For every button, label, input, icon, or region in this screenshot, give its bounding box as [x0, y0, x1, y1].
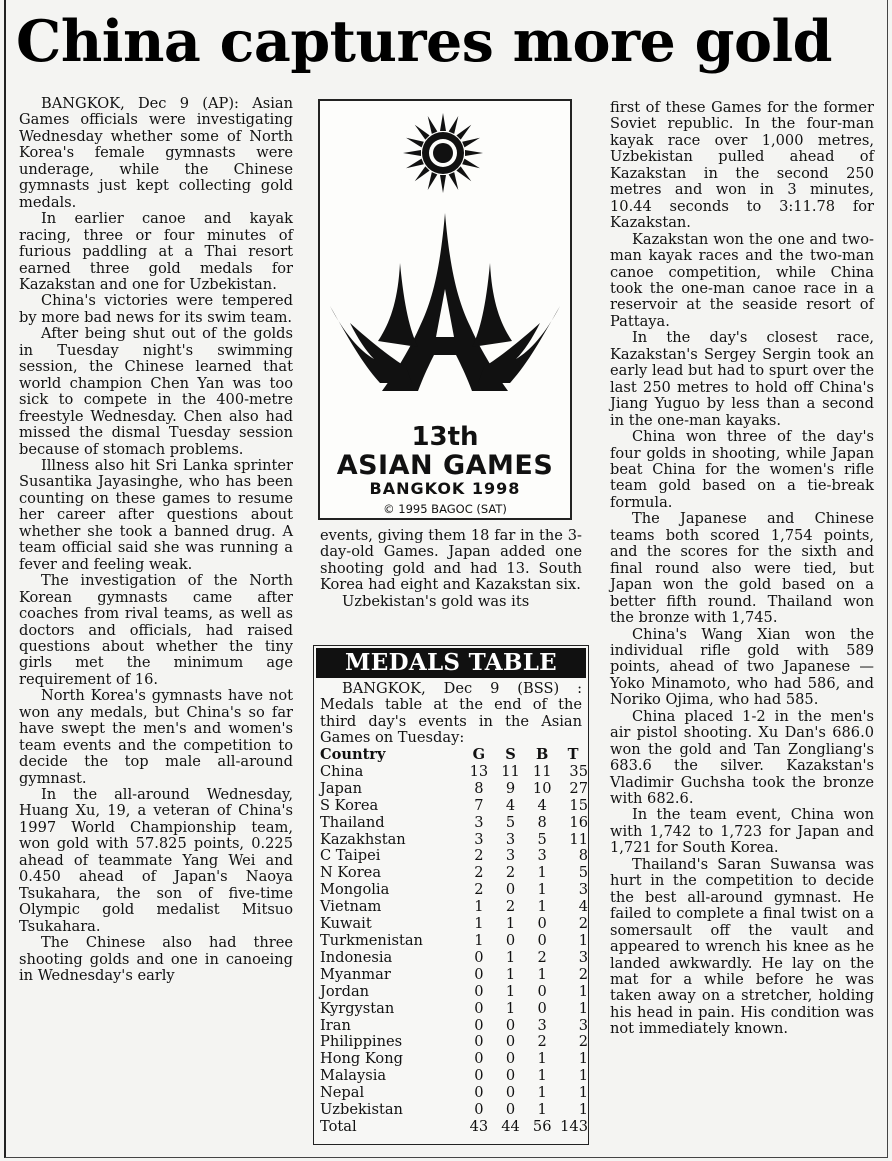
gold-cell: 0 [474, 1084, 484, 1102]
country-cell: C Taipei [320, 847, 381, 865]
silver-cell: 1 [505, 948, 516, 966]
table-row [320, 984, 588, 1001]
total-cell: 3 [578, 948, 588, 966]
table-row [320, 798, 588, 815]
paragraph: The Chinese also had three shooting golds and one in canoeing in Wednesday's early [19, 934, 293, 985]
total-cell: 16 [569, 813, 588, 831]
country-cell: S Korea [320, 796, 379, 814]
total-cell: 15 [569, 796, 588, 814]
ad-edition-text: 13th [411, 422, 479, 452]
paragraph: In the all-around Wednesday, Huang Xu, 19, a veteran of China's 1997 World Championship team, won gold with 57.825 points, 0.225 ahead of teammate Yang Wei and 0.450 ahead of Japan's Naoya Tsukahara, the son of five-time Olympic gold medalist Mitsuo Tsukahara. [19, 786, 293, 935]
paragraph: BANGKOK, Dec 9 (AP): Asian Games officials were investigating Wednesday whether some of North Korea's female gymnasts were underage, while the Chinese gymnasts just kept collecting gold medals. [19, 95, 293, 211]
table-row [320, 1068, 588, 1085]
gold-cell: 1 [474, 898, 484, 916]
table-row [320, 1085, 588, 1102]
country-cell: Uzbekistan [320, 1101, 403, 1119]
country-cell: Japan [320, 779, 362, 797]
bronze-cell: 1 [537, 881, 547, 899]
silver-cell: 0 [505, 1067, 516, 1085]
paragraph: Illness also hit Sri Lanka sprinter Susantika Jayasinghe, who has been counting on these games to resume her career after questions about whether she took a banned drug. A team official said she was running a fever and feeling weak. [19, 456, 293, 573]
bronze-cell: 0 [537, 931, 547, 949]
gold-cell: 0 [474, 999, 484, 1017]
silver-cell: 0 [505, 1084, 516, 1102]
total-cell: 3 [578, 881, 588, 899]
silver-cell: 0 [505, 881, 516, 899]
gold-cell: 2 [474, 847, 484, 865]
total-cell: 1 [578, 1050, 588, 1068]
paragraph: In the team event, China won with 1,742 to 1,723 for Japan and 1,721 for South Korea. [610, 806, 874, 857]
table-row [320, 1034, 588, 1051]
ad-copyright-text: © 1995 BAGOC (SAT) [383, 502, 507, 516]
bronze-cell: 2 [537, 948, 547, 966]
gold-cell: 0 [474, 1101, 484, 1119]
silver-cell: 0 [505, 1050, 516, 1068]
table-row [320, 764, 588, 781]
medals-intro-text: BANGKOK, Dec 9 (BSS) : Medals table at the end of the third day's events in the Asian Games on Tuesday: [320, 680, 582, 747]
gold-cell: 8 [474, 779, 484, 797]
gold-cell: 3 [474, 830, 484, 848]
country-cell: Kyrgystan [320, 999, 395, 1017]
silver-cell: 9 [505, 779, 516, 797]
country-cell: Turkmenistan [320, 931, 423, 949]
gold-cell: 43 [469, 1117, 489, 1135]
total-cell: 8 [578, 847, 588, 865]
total-cell: 3 [578, 1016, 588, 1034]
paragraph: North Korea's gymnasts have not won any medals, but China's so far have swept the men's and women's team events and the competition to decide the top male all-around gymnast. [19, 687, 293, 787]
bronze-cell: 1 [537, 1067, 547, 1085]
paragraph: first of these Games for the former Soviet republic. In the four-man kayak race over 1,000 metres, Uzbekistan pulled ahead of Kazakstan in the second 250 metres and won in 3 minutes, 10.44 seconds to 3:11.78 for Kazakstan. [610, 99, 874, 232]
bronze-cell: 8 [537, 813, 547, 831]
article-column-3 [610, 100, 874, 1038]
table-row [320, 832, 588, 849]
bronze-cell: 1 [537, 864, 547, 882]
table-row [320, 899, 588, 916]
gold-cell: 0 [474, 948, 484, 966]
country-cell: Mongolia [320, 881, 390, 899]
bronze-cell: 0 [537, 915, 547, 933]
country-cell: Indonesia [320, 948, 393, 966]
country-cell: Nepal [320, 1084, 365, 1102]
silver-cell: 3 [505, 847, 516, 865]
silver-cell: 0 [505, 1016, 516, 1034]
silver-cell: 4 [505, 796, 516, 814]
table-row [320, 882, 588, 899]
gold-cell: 0 [474, 1033, 484, 1051]
bronze-cell: 4 [537, 796, 547, 814]
gold-cell: 1 [474, 915, 484, 933]
header-total: T [567, 746, 579, 763]
table-header-row [320, 747, 588, 764]
table-row [320, 1051, 588, 1068]
bronze-cell: 0 [537, 982, 547, 1000]
country-cell: Vietnam [320, 898, 382, 916]
bronze-cell: 56 [532, 1117, 552, 1135]
bronze-cell: 10 [532, 779, 552, 797]
total-cell: 1 [578, 931, 588, 949]
paragraph: The investigation of the North Korean gymnasts came after coaches from rival teams, as well as doctors and officials, had raised questions about whether the tiny girls met the minimum age requirement of 16. [19, 572, 293, 688]
article-column-1 [19, 96, 293, 984]
table-row [320, 950, 588, 967]
header-bronze: B [536, 746, 549, 763]
total-cell: 143 [560, 1117, 588, 1135]
country-cell: Hong Kong [320, 1050, 403, 1068]
silver-cell: 44 [501, 1117, 520, 1135]
paragraph: China placed 1-2 in the men's air pistol shooting. Xu Dan's 686.0 won the gold and Tan Zongliang's 683.6 the silver. Kazakstan's Vladimir Guchsha took the bronze with 682.6. [610, 707, 874, 808]
gold-cell: 0 [474, 965, 484, 983]
gold-cell: 3 [474, 813, 484, 831]
bronze-cell: 3 [537, 1016, 547, 1034]
paragraph: After being shut out of the golds in Tuesday night's swimming session, the Chinese learned that world champion Chen Yan was too sick to compete in the 400-metre freestyle Wednesday. Chen also had missed the dismal Tuesday session because of stomach problems. [19, 325, 293, 458]
bronze-cell: 1 [537, 898, 547, 916]
table-row [320, 848, 588, 865]
total-cell: 2 [578, 1033, 588, 1051]
table-row [320, 933, 588, 950]
silver-cell: 5 [505, 813, 516, 831]
table-row [320, 1001, 588, 1018]
paragraph: Thailand's Saran Suwansa was hurt in the competition to decide the best all-around gymnast. He failed to complete a final twist on a somersault off the vault and appeared to wrench his knee as he landed awkwardly. He lay on the mat for a while before he was taken away on a stretcher, holding his head in pain. His condition was not immediately known. [610, 855, 874, 1038]
total-cell: 27 [569, 779, 588, 797]
bronze-cell: 11 [532, 762, 552, 780]
country-cell: Kuwait [320, 915, 372, 933]
silver-cell: 2 [505, 898, 516, 916]
paragraph: events, giving them 18 far in the 3-day-old Games. Japan added one shooting gold and had 13. South Korea had eight and Kazakstan six. [320, 527, 582, 594]
temple-a-icon [330, 213, 560, 391]
gold-cell: 1 [474, 931, 484, 949]
gold-cell: 0 [474, 1067, 484, 1085]
bronze-cell: 1 [537, 1050, 547, 1068]
total-cell: 5 [578, 864, 588, 882]
gold-cell: 7 [474, 796, 484, 814]
headline: China captures more gold [16, 8, 833, 75]
bronze-cell: 3 [537, 847, 547, 865]
gold-cell: 2 [474, 881, 484, 899]
gold-cell: 13 [469, 762, 489, 780]
country-cell: Philippines [320, 1033, 403, 1051]
total-cell: 2 [578, 965, 588, 983]
medals-table-intro [320, 681, 582, 747]
country-cell: Total [320, 1117, 357, 1135]
country-cell: Jordan [320, 982, 370, 1000]
total-cell: 35 [569, 762, 588, 780]
bronze-cell: 1 [537, 965, 547, 983]
gold-cell: 0 [474, 982, 484, 1000]
table-row [320, 967, 588, 984]
silver-cell: 1 [505, 999, 516, 1017]
header-silver: S [505, 746, 516, 763]
silver-cell: 0 [505, 1101, 516, 1119]
silver-cell: 11 [501, 762, 520, 780]
paragraph: China won three of the day's four golds in shooting, while Japan beat China for the women's rifle team gold based on a tie-break formula. [610, 428, 874, 511]
silver-cell: 0 [505, 1033, 516, 1051]
silver-cell: 1 [505, 915, 516, 933]
table-row [320, 916, 588, 933]
bronze-cell: 1 [537, 1084, 547, 1102]
ad-subtitle-text: BANGKOK 1998 [369, 479, 521, 498]
paragraph: Kazakstan won the one and two-man kayak races and the two-man canoe competition, while China took the one-man canoe race in a reservoir at the seaside resort of Pattaya. [610, 230, 874, 330]
header-gold: G [472, 746, 486, 763]
silver-cell: 2 [505, 864, 516, 882]
total-cell: 2 [578, 915, 588, 933]
total-cell: 4 [578, 898, 588, 916]
bronze-cell: 5 [537, 830, 547, 848]
country-cell: China [320, 762, 364, 780]
asian-games-logo-box [318, 99, 572, 520]
paragraph: Uzbekistan's gold was its [342, 592, 530, 610]
bronze-cell: 2 [537, 1033, 547, 1051]
table-row [320, 1119, 588, 1136]
table-row [320, 865, 588, 882]
silver-cell: 1 [505, 965, 516, 983]
country-cell: Myanmar [320, 965, 391, 983]
paragraph: In the day's closest race, Kazakstan's Sergey Sergin took an early lead but had to spurt over the last 250 metres to hold off China's Jiang Yuguo by less than a second in the one-man kayaks. [610, 329, 874, 429]
paragraph: China's victories were tempered by more bad news for its swim team. [19, 292, 293, 326]
total-cell: 11 [569, 830, 588, 848]
country-cell: N Korea [320, 864, 382, 882]
article-column-2 [320, 528, 582, 610]
bronze-cell: 1 [537, 1101, 547, 1119]
silver-cell: 0 [505, 931, 516, 949]
gold-cell: 0 [474, 1016, 484, 1034]
medals-table-title: MEDALS TABLE [316, 648, 586, 678]
silver-cell: 1 [505, 982, 516, 1000]
ad-title-text: ASIAN GAMES [336, 450, 554, 481]
country-cell: Thailand [320, 813, 385, 831]
table-row [320, 1102, 588, 1119]
country-cell: Malaysia [320, 1067, 387, 1085]
medals-table [320, 747, 588, 1136]
paragraph: China's Wang Xian won the individual rifle gold with 589 points, ahead of two Japanese — Yoko Minamoto, who had 586, and Noriko Ojima, who had 585. [610, 625, 874, 709]
total-cell: 1 [578, 1101, 588, 1119]
country-cell: Kazakhstan [320, 830, 406, 848]
paragraph: In earlier canoe and kayak racing, three or four minutes of furious paddling at a Thai resort earned three gold medals for Kazakstan and one for Uzbekistan. [19, 210, 293, 293]
total-cell: 1 [578, 999, 588, 1017]
table-row [320, 781, 588, 798]
total-cell: 1 [578, 1067, 588, 1085]
bronze-cell: 0 [537, 999, 547, 1017]
header-country: Country [320, 746, 386, 763]
gold-cell: 2 [474, 864, 484, 882]
sun-icon [403, 113, 483, 193]
table-row [320, 1018, 588, 1035]
silver-cell: 3 [505, 830, 516, 848]
gold-cell: 0 [474, 1050, 484, 1068]
paragraph: The Japanese and Chinese teams both scored 1,754 points, and the scores for the sixth and final round also were tied, but Japan won the gold based on a better fifth round. Thailand won the bronze with 1,745. [610, 510, 874, 627]
country-cell: Iran [320, 1016, 351, 1034]
total-cell: 1 [578, 1084, 588, 1102]
total-cell: 1 [578, 982, 588, 1000]
table-row [320, 815, 588, 832]
